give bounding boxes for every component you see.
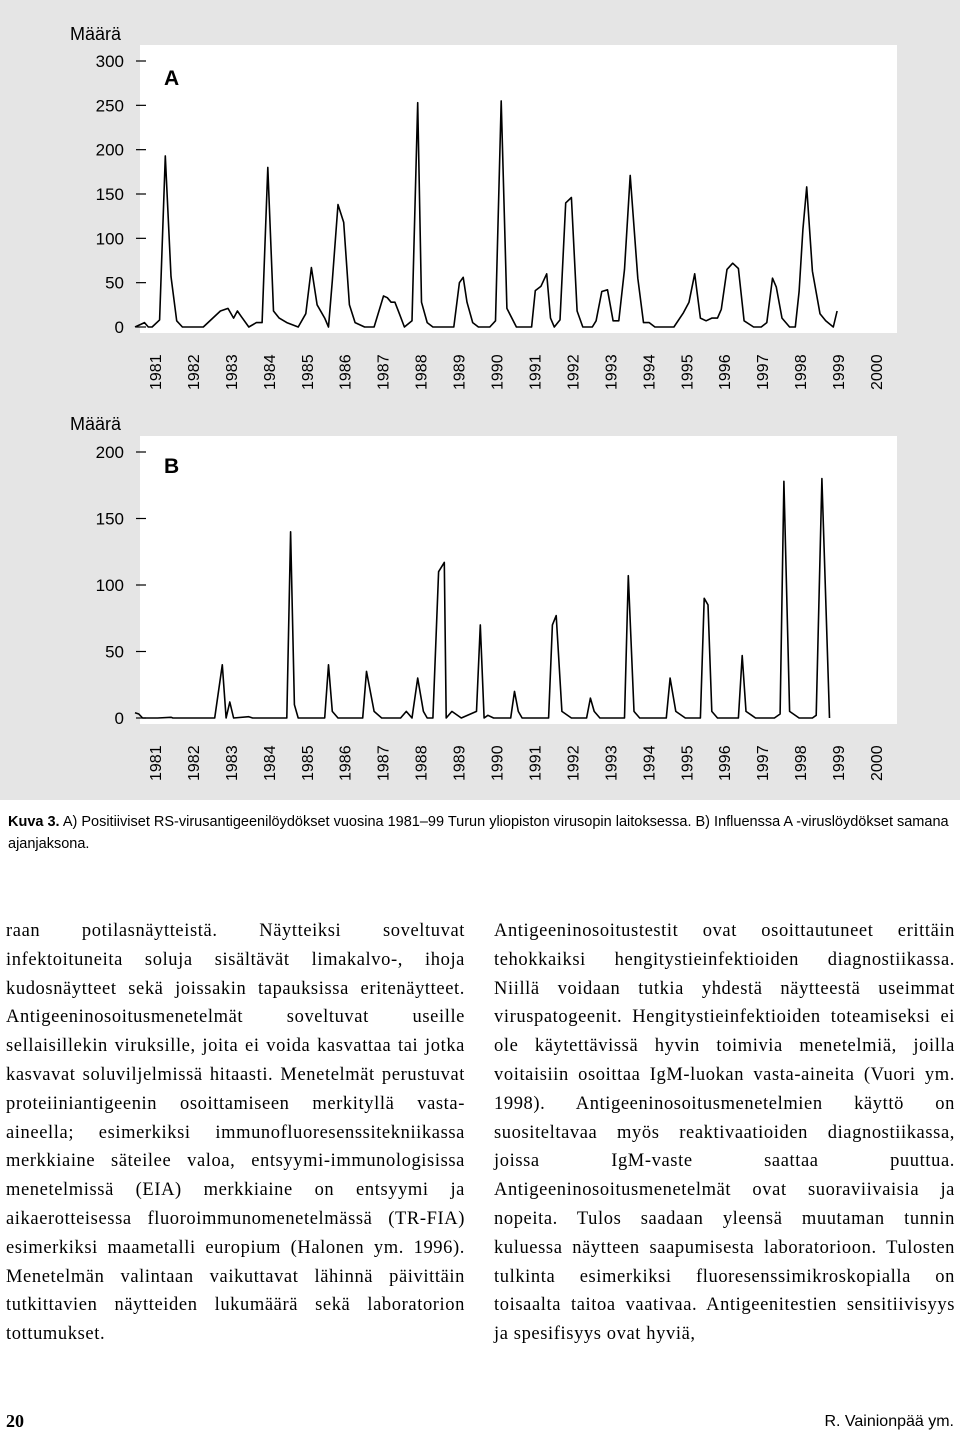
x-tick-label: 1983 (223, 354, 241, 390)
y-tick-label: 150 (95, 509, 124, 529)
y-tick-label: 250 (95, 96, 124, 116)
x-tick-label: 1987 (375, 745, 393, 781)
y-tick-label: 100 (95, 229, 124, 249)
x-tick-label: 1989 (451, 745, 469, 781)
x-tick-label: 1990 (489, 745, 507, 781)
chart-a (0, 0, 960, 400)
plot-area (140, 436, 897, 724)
x-tick-label: 1983 (223, 745, 241, 781)
x-tick-label: 1981 (147, 354, 165, 390)
x-tick-label: 1993 (603, 745, 621, 781)
x-tick-label: 1997 (755, 354, 773, 390)
x-tick-label: 1984 (261, 354, 279, 390)
x-tick-label: 1985 (299, 354, 317, 390)
x-tick-label: 1997 (755, 745, 773, 781)
y-tick-label: 150 (95, 185, 124, 204)
y-tick-label: 100 (95, 576, 124, 595)
y-axis-label: Määrä (70, 24, 122, 44)
x-tick-label: 1991 (527, 354, 545, 390)
y-tick-label: 300 (95, 52, 124, 71)
x-tick-label: 1986 (337, 354, 355, 390)
x-tick-label: 1986 (337, 745, 355, 781)
x-tick-label: 1999 (831, 354, 849, 390)
x-tick-label: 1990 (489, 354, 507, 390)
x-tick-label: 1995 (679, 354, 697, 390)
y-tick-label: 0 (114, 709, 124, 728)
x-tick-label: 1987 (375, 354, 393, 390)
x-tick-label: 2000 (869, 745, 887, 781)
running-footer: R. Vainionpää ym. (824, 1413, 954, 1430)
y-tick-label: 200 (95, 140, 124, 160)
y-tick-label: 50 (105, 273, 124, 293)
x-tick-label: 1996 (717, 354, 735, 390)
chart-b (0, 400, 960, 800)
x-tick-label: 1994 (641, 354, 659, 390)
y-axis-label: Määrä (70, 414, 122, 434)
x-tick-label: 1982 (185, 745, 203, 781)
x-tick-label: 1988 (413, 354, 431, 390)
x-tick-label: 1992 (565, 354, 583, 390)
x-tick-label: 1993 (603, 354, 621, 390)
x-tick-label: 2000 (869, 354, 887, 390)
x-tick-label: 1985 (299, 745, 317, 781)
x-tick-label: 1998 (793, 745, 811, 781)
body-text-right: Antigeeninosoitustestit ovat osoittautuneet erittäin tehokkaiksi hengitystieinfektioiden diagnostiikassa. Niillä voidaan tutkia yhdestä näytteestä useimmat viruspatogeenit. Hengitystieinfektioiden toteamiseksi ei ole käytettävissä hyvin toimivia menetelmiä, joilla voitaisiin osoittaa IgM-luokan vasta-aineita (Vuori ym. 1998). Antigeeninosoitusmenetelmien käyttö on suositeltavaa myös reaktivaatioiden diagnostiikassa, joissa IgM-vaste saattaa puuttua. Antigeeninosoitusmenetelmät ovat suoraviivaisia ja nopeita. Tulos saadaan yleensä muutaman tunnin kuluessa näytteen saapumisesta laboratorioon. Tulosten tulkinta esimerkiksi fluoresenssimikroskopialla on toisaalta taitoa vaativaa. Antigeenitestien sensitiivisyys ja spesifisyys ovat hyviä, (494, 921, 955, 1345)
x-tick-label: 1988 (413, 745, 431, 781)
y-tick-label: 200 (95, 443, 124, 462)
body-text-left: raan potilasnäytteistä. Näytteiksi soveltuvat infektoituneita soluja sisältävät limakalvo-, ihoja kudosnäytteet sekä joissakin tapauksissa eritenäytteet. Antigeeninosoitusmenetelmät soveltuvat useille sellaisillekin viruksille, joita ei voida kasvattaa tai jotka kasvavat soluviljelmissä hitaasti. Menetelmät perustuvat proteiiniantigeenin osoittamiseen merkityllä vasta-aineella; esimerkiksi immunofluoresenssitekniikassa merkkiaine säteilee valoa, entsyymi-immunologisissa menetelmissä (EIA) merkkiaine on entsyymi ja aikaerotteisessa fluoroimmunomenetelmässä (TR-FIA) esimerkiksi maametalli europium (Halonen ym. 1996). Menetelmän valintaan vaikuttavat lähinnä päivittäin tutkittavien näytteiden lukumäärä sekä laboratorion tottumukset. (6, 921, 465, 1345)
y-tick-label: 50 (105, 642, 124, 662)
x-tick-label: 1996 (717, 745, 735, 781)
caption-text: A) Positiiviset RS-virusantigeenilöydökset vuosina 1981–99 Turun yliopiston virusopin laitoksessa. B) Influenssa A -viruslöydökset samana ajanjaksona. (8, 814, 949, 852)
caption-label: Kuva 3. (8, 814, 60, 830)
panel-label: A (164, 67, 180, 90)
x-tick-label: 1981 (147, 745, 165, 781)
x-tick-label: 1994 (641, 745, 659, 781)
x-tick-label: 1984 (261, 745, 279, 781)
page-number: 20 (6, 1411, 24, 1431)
x-tick-label: 1991 (527, 745, 545, 781)
panel-label: B (164, 455, 180, 478)
figure-caption (8, 811, 953, 855)
x-tick-label: 1989 (451, 354, 469, 390)
x-tick-label: 1992 (565, 745, 583, 781)
x-tick-label: 1982 (185, 354, 203, 390)
x-tick-label: 1998 (793, 354, 811, 390)
y-tick-label: 0 (114, 318, 124, 337)
plot-area (140, 45, 897, 333)
x-tick-label: 1999 (831, 745, 849, 781)
x-tick-label: 1995 (679, 745, 697, 781)
